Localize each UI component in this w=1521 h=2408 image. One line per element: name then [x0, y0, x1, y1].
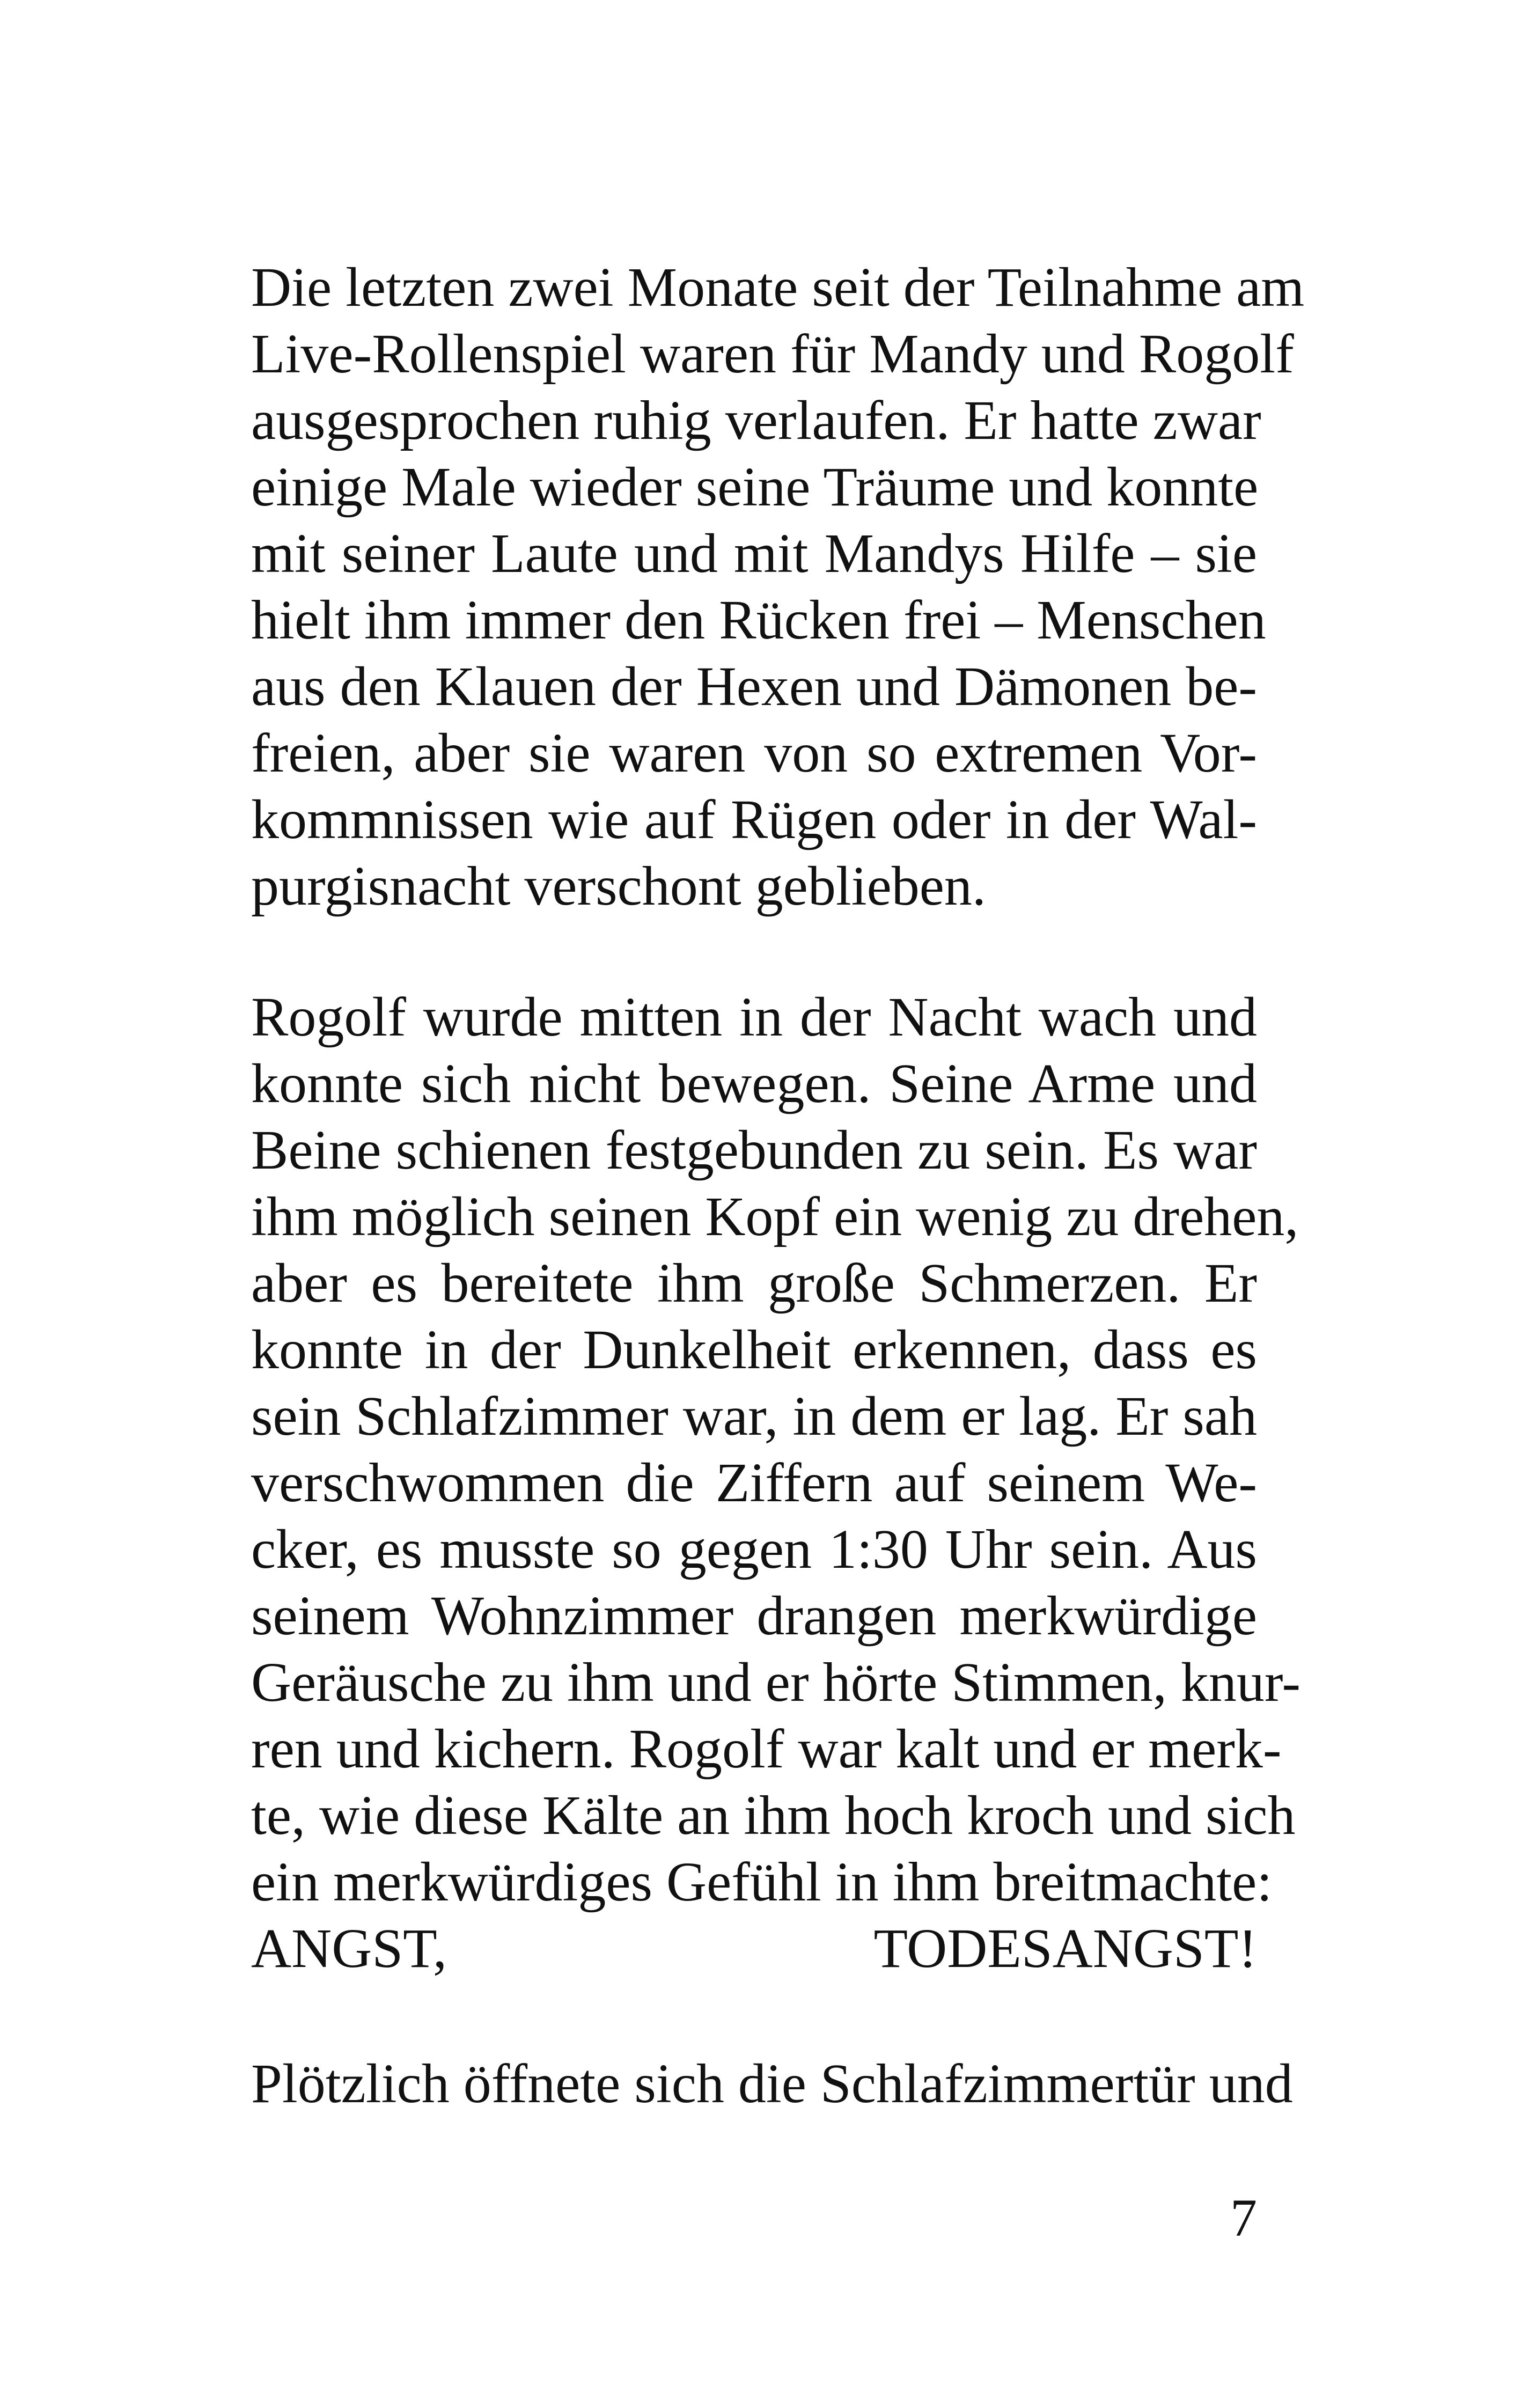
paragraph-3: [251, 2051, 1293, 2117]
text-line: konnte sich nicht bewegen. Seine Arme und: [251, 1053, 1257, 1114]
text-line: sein Schlafzimmer war, in dem er lag. Er sah: [251, 1385, 1257, 1447]
text-line: konnte in der Dunkelheit erkennen, dass es: [251, 1319, 1257, 1381]
text-line: freien, aber sie waren von so extremen Vor-: [251, 722, 1257, 784]
text-line: einige Male wieder seine Träume und konnte: [251, 456, 1259, 518]
text-line: aber es bereitete ihm große Schmerzen. Er: [251, 1252, 1257, 1314]
text-line: Live-Rollenspiel waren für Mandy und Rogolf: [251, 323, 1294, 385]
text-line: aus den Klauen der Hexen und Dämonen be-: [251, 656, 1257, 717]
text-line: te, wie diese Kälte an ihm hoch kroch und sich: [251, 1785, 1296, 1846]
text-line: ihm möglich seinen Kopf ein wenig zu drehen,: [251, 1186, 1299, 1247]
paragraph-2: [251, 984, 1301, 1982]
text-line: seinem Wohnzimmer drangen merkwürdige: [251, 1585, 1257, 1647]
text-line: Geräusche zu ihm und er hörte Stimmen, knur-: [251, 1651, 1301, 1713]
text-line: Beine schienen festgebunden zu sein. Es war: [251, 1119, 1257, 1181]
text-line: ein merkwürdiges Gefühl in ihm breitmachte:: [251, 1851, 1273, 1913]
text-line: hielt ihm immer den Rücken frei – Menschen: [251, 589, 1266, 651]
text-line: purgisnacht verschont geblieben.: [251, 855, 986, 917]
text-line: ren und kichern. Rogolf war kalt und er merk-: [251, 1718, 1282, 1780]
text-line: Rogolf wurde mitten in der Nacht wach und: [251, 986, 1257, 1048]
text-line: cker, es musste so gegen 1:30 Uhr sein. Aus: [251, 1518, 1257, 1580]
paragraph-1: [251, 254, 1305, 920]
text-line: Die letzten zwei Monate seit der Teilnahme am: [251, 256, 1305, 318]
page-number: 7: [1230, 2188, 1257, 2248]
text-line: ausgesprochen ruhig verlaufen. Er hatte zwar: [251, 390, 1261, 451]
text-line: Plötzlich öffnete sich die Schlafzimmertür und: [251, 2053, 1293, 2115]
text-line: verschwommen die Ziffern auf seinem We-: [251, 1452, 1257, 1514]
text-line: ANGST, TODESANGST!: [251, 1918, 1257, 1979]
text-line: kommnissen wie auf Rügen oder in der Wal-: [251, 789, 1257, 850]
text-line: mit seiner Laute und mit Mandys Hilfe – sie: [251, 523, 1257, 584]
